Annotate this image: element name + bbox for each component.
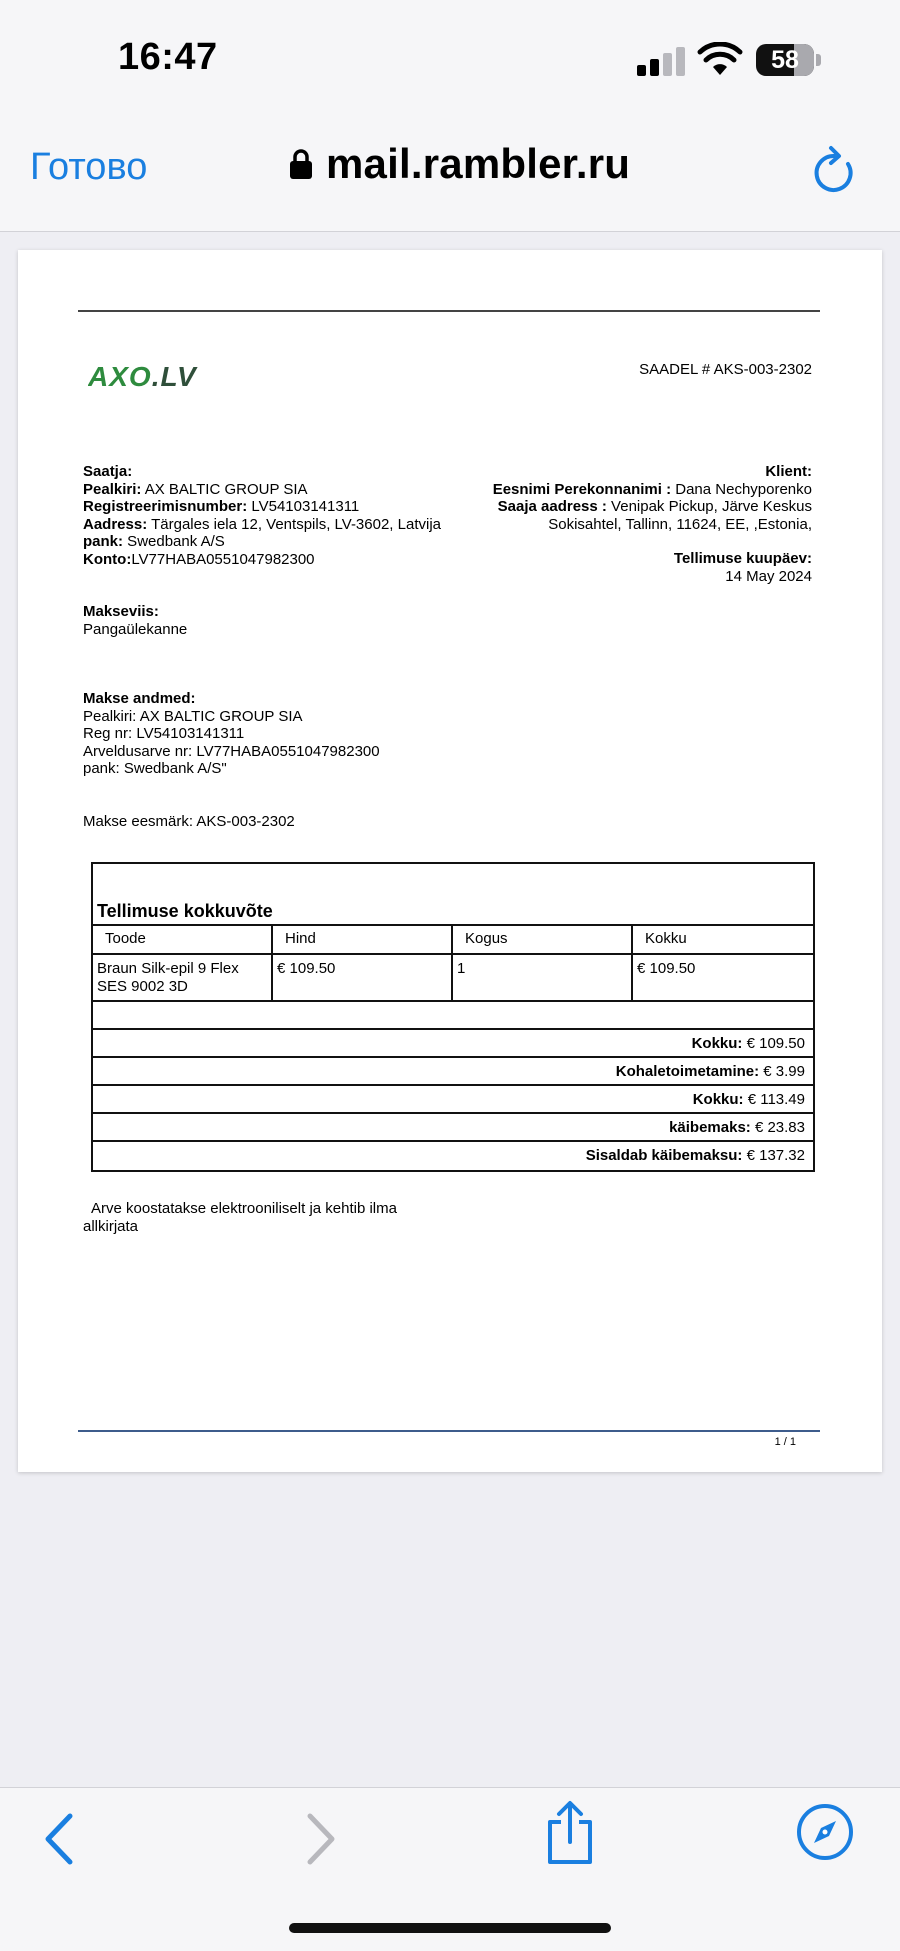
order-summary-table <box>91 862 815 1172</box>
sender-address: Tärgales iela 12, Ventspils, LV-3602, Latvija <box>147 515 441 533</box>
url-text: mail.rambler.ru <box>326 140 631 187</box>
payment-method-value: Pangaülekanne <box>83 620 188 638</box>
total-value: € 113.49 <box>743 1091 805 1108</box>
grand-total-value: € 137.32 <box>742 1147 805 1164</box>
done-button[interactable]: Готово <box>30 146 148 188</box>
bottom-toolbar <box>0 1787 900 1951</box>
note-text: Arve koostatakse elektrooniliselt ja kehtib ilma allkirjata <box>83 1200 397 1235</box>
sender-reg-label: Registreerimisnumber: <box>83 498 248 515</box>
invoice-page <box>18 250 882 1472</box>
page-number: 1 / 1 <box>774 1436 796 1448</box>
sender-address-label: Aadress: <box>83 515 148 533</box>
bottom-rule <box>78 1430 820 1432</box>
order-date-label: Tellimuse kuupäev: <box>673 550 812 567</box>
payment-method <box>83 603 187 638</box>
client-address: Venipak Pickup, Järve Keskus Sokisahtel, Tallinn, 11624, EE, ,Estonia, <box>548 498 812 533</box>
quantity-cell: 1 <box>453 955 633 1000</box>
sender-account: LV77HABA0551047982300 <box>131 550 315 568</box>
price-cell: € 109.50 <box>273 955 453 1000</box>
sender-name-label: Pealkiri: <box>83 480 142 498</box>
compass-icon[interactable] <box>796 1803 854 1861</box>
client-name-label: Eesnimi Perekonnanimi : <box>492 480 672 498</box>
subtotal-label: Kokku: <box>691 1035 743 1052</box>
share-icon[interactable] <box>544 1800 596 1866</box>
subtotal-row <box>93 1030 813 1058</box>
table-spacer-row <box>93 1002 813 1030</box>
client-heading: Klient: <box>765 463 812 480</box>
column-header: Kokku <box>645 930 687 947</box>
home-indicator <box>289 1923 611 1933</box>
order-date: 14 May 2024 <box>725 567 812 585</box>
electronic-invoice-note <box>83 1200 443 1235</box>
axo-logo <box>88 360 218 392</box>
column-header: Kogus <box>453 926 633 953</box>
wifi-icon <box>697 42 743 76</box>
shipping-value: € 3.99 <box>759 1063 805 1080</box>
vat-value: € 23.83 <box>750 1119 805 1136</box>
table-header-row <box>93 926 813 955</box>
browser-top-bar <box>0 0 900 232</box>
sender-bank: Swedbank A/S <box>123 533 225 550</box>
table-row <box>93 955 813 1002</box>
battery-indicator <box>756 44 814 76</box>
battery-level: 58 <box>771 46 799 74</box>
product-cell: Braun Silk-epil 9 Flex SES 9002 3D <box>93 955 273 1000</box>
sender-heading: Saatja: <box>83 463 133 480</box>
vat-row <box>93 1114 813 1142</box>
total-label: Kokku: <box>692 1091 744 1108</box>
sender-reg: LV54103141311 <box>247 498 360 515</box>
svg-text:AXO.LV: AXO.LV <box>88 361 197 392</box>
client-name: Dana Nechyporenko <box>671 480 812 498</box>
column-header: Hind <box>273 926 453 953</box>
reload-icon[interactable] <box>812 144 858 196</box>
payment-method-label: Makseviis: <box>83 603 159 620</box>
column-header: Toode <box>93 926 273 953</box>
payment-details-line: pank: Swedbank A/S" <box>83 760 227 777</box>
client-block <box>392 463 812 585</box>
battery-tip <box>816 54 821 66</box>
order-summary-title-row <box>93 864 813 926</box>
lock-icon <box>288 148 314 180</box>
grand-total-label: Sisaldab käibemaksu: <box>585 1147 743 1164</box>
back-icon[interactable] <box>40 1810 80 1868</box>
sender-block <box>83 463 443 568</box>
sender-bank-label: pank: <box>83 533 124 550</box>
payment-details-line: Pealkiri: AX BALTIC GROUP SIA <box>83 707 303 725</box>
sender-name: AX BALTIC GROUP SIA <box>141 480 308 498</box>
total-row <box>93 1086 813 1114</box>
subtotal-value: € 109.50 <box>742 1035 805 1052</box>
forward-icon[interactable] <box>300 1810 340 1868</box>
status-time: 16:47 <box>118 36 218 78</box>
payment-details <box>83 690 380 778</box>
payment-details-heading: Makse andmed: <box>83 690 196 707</box>
payment-details-line: Arveldusarve nr: LV77HABA0551047982300 <box>83 742 380 760</box>
cellular-signal-icon <box>637 46 687 76</box>
shipping-label: Kohaletoimetamine: <box>615 1063 760 1080</box>
sender-account-label: Konto: <box>83 550 132 568</box>
url-bar[interactable] <box>288 140 630 188</box>
payment-details-line: Reg nr: LV54103141311 <box>83 725 245 742</box>
payment-purpose: Makse eesmärk: AKS-003-2302 <box>83 813 295 830</box>
total-cell: € 109.50 <box>637 960 696 977</box>
vat-label: käibemaks: <box>669 1119 751 1136</box>
shipping-row <box>93 1058 813 1086</box>
order-summary-title: Tellimuse kokkuvõte <box>97 900 273 921</box>
invoice-number: SAADEL # AKS-003-2302 <box>639 361 812 378</box>
grand-total-row <box>93 1142 813 1170</box>
client-address-label: Saaja aadress : <box>497 498 607 515</box>
top-rule <box>78 310 820 312</box>
